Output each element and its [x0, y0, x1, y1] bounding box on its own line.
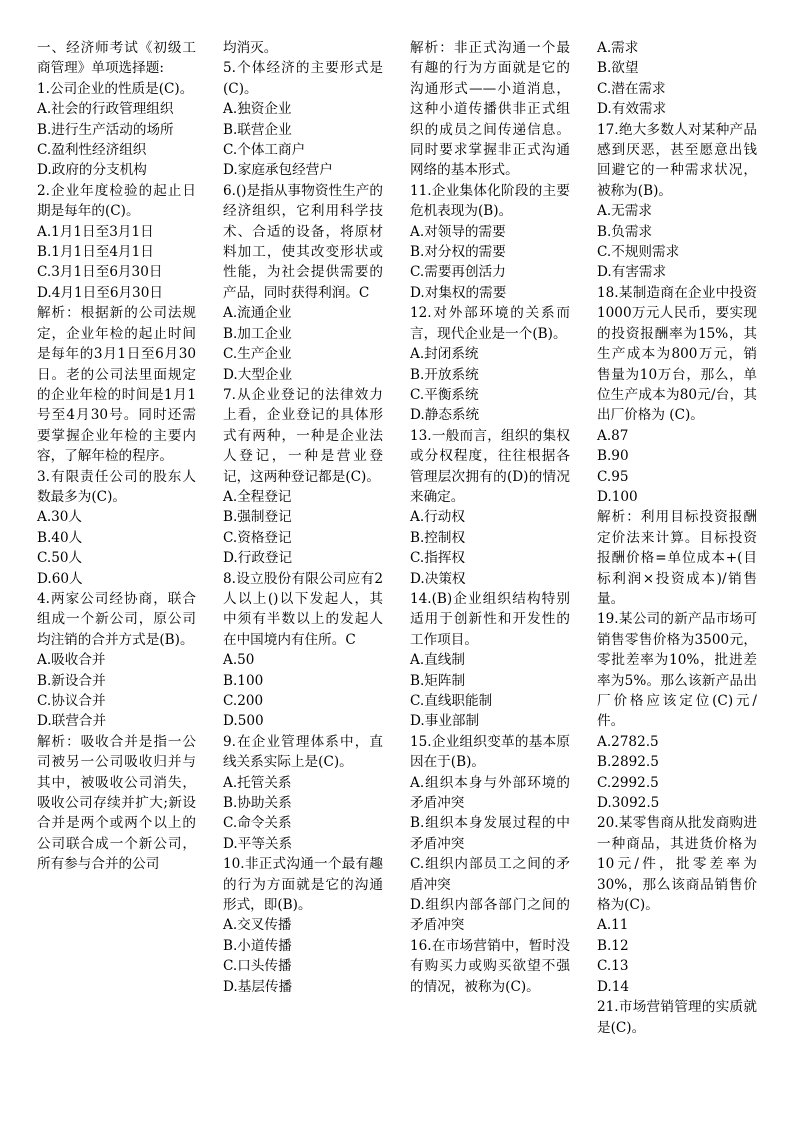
- text-line: A.2782.5: [597, 733, 659, 750]
- text-line: D.14: [597, 978, 630, 995]
- text-line: B.90: [597, 448, 629, 465]
- text-line: 解析：根据新的公司法规定，企业年检的起止时间是每年的3月1日至6月30日。老的公司法里面规定的企业年检的时间是1月1号至4月30号。同时还需要掌握企业年检的主要内容，了解年检的程序。: [37, 305, 196, 465]
- text-line: D.平等关系: [223, 835, 293, 852]
- text-line: C.潜在需求: [597, 80, 666, 97]
- text-line: 16.在市场营销中，暂时没有购买力或购买欲望不强的情况，被称为(C)。: [410, 937, 570, 995]
- text-line: A.吸收合并: [37, 652, 106, 669]
- text-line: A.社会的行政管理组织: [37, 101, 174, 118]
- text-line: 解析：吸收合并是指一公司被另一公司吸收归并与其中，被吸收公司消失，吸收公司存续并扩大;新设合并是两个或两个以上的公司联合成一个新公司，所有参与合并的公司: [37, 733, 196, 873]
- text-line: C.需要再创活力: [410, 264, 506, 281]
- text-line: C.命令关系: [223, 815, 292, 832]
- text-line: A.直线制: [410, 652, 465, 669]
- text-line: B.矩阵制: [410, 672, 466, 689]
- text-line: 1.公司企业的性质是(C)。: [37, 80, 194, 97]
- text-line: C.生产企业: [223, 346, 292, 363]
- text-line: D.60人: [37, 570, 83, 587]
- text-line: 13.一般而言，组织的集权或分权程度，往往根据各管理层次拥有的(D)的情况来确定。: [410, 427, 570, 505]
- text-line: A.托管关系: [223, 774, 292, 791]
- text-line: A.1月1日至3月1日: [37, 223, 154, 240]
- text-line: D.对集权的需要: [410, 284, 507, 301]
- text-line: 8.设立股份有限公司应有2人以上()以下发起人，其中须有半数以上的发起人在中国境内有住所。C: [223, 570, 383, 648]
- text-line: C.95: [597, 468, 629, 485]
- text-line: 解析：非正式沟通一个最有趣的行为方面就是它的沟通形式——小道消息，这种小道传播供非正式组织的成员之间传递信息。同时要求掌握非正式沟通网络的基本形式。: [410, 40, 570, 179]
- text-line: D.有害需求: [597, 264, 667, 281]
- text-line: A.交叉传播: [223, 917, 292, 934]
- text-line: D.家庭承包经营户: [223, 162, 333, 179]
- text-line: C.口头传播: [223, 958, 292, 975]
- text-line: 17.绝大多数人对某种产品感到厌恶，甚至愿意出钱回避它的一种需求状况，被称为(B)。: [597, 121, 757, 199]
- text-line: D.静态系统: [410, 407, 480, 424]
- text-line: A.11: [597, 917, 629, 934]
- text-line: D.基层传播: [223, 978, 293, 995]
- text-line: B.欲望: [597, 60, 639, 77]
- text-line: 20.某零售商从批发商购进一种商品，其进货价格为10元/件，批零差率为30%，那么该商品销售价格为(C)。: [597, 815, 757, 914]
- text-line: A.需求: [597, 40, 639, 56]
- text-line: C.个体工商户: [223, 142, 306, 159]
- text-line: 14.(B)企业组织结构特别适用于创新性和开发性的工作项目。: [410, 590, 570, 648]
- text-line: D.500: [223, 713, 264, 730]
- text-line: C.协议合并: [37, 693, 106, 709]
- text-line: 15.企业组织变革的基本原因在于(B)。: [410, 733, 570, 771]
- text-line: D.大型企业: [223, 366, 293, 383]
- text-line: B.控制权: [410, 529, 466, 546]
- text-line: B.100: [223, 672, 264, 689]
- text-line: A.组织本身与外部环境的矛盾冲突: [410, 774, 570, 812]
- text-line: 10.非正式沟通一个最有趣的行为方面就是它的沟通形式，即(B)。: [223, 856, 383, 914]
- text-line: B.加工企业: [223, 325, 292, 342]
- text-line: D.联营合并: [37, 713, 107, 730]
- text-line: 21.市场营销管理的实质就是(C)。: [597, 999, 757, 1036]
- text-column-4: [597, 38, 757, 1038]
- text-line: C.200: [223, 693, 264, 709]
- text-line: C.2992.5: [597, 774, 659, 791]
- text-line: 12.对外部环境的关系而言，现代企业是一个(B)。: [410, 305, 570, 342]
- text-line: 解析：利用目标投资报酬定价法来计算。目标投资报酬价格=单位成本+(目标利润×投资成本)/销售量。: [597, 509, 757, 607]
- text-line: 9.在企业管理体系中，直线关系实际上是(C)。: [223, 733, 383, 771]
- text-line: 5.个体经济的主要形式是(C)。: [223, 60, 383, 97]
- text-line: A.流通企业: [223, 305, 292, 322]
- text-line: 一、经济师考试《初级工商管理》单项选择题:: [37, 40, 196, 77]
- text-line: B.小道传播: [223, 937, 292, 954]
- text-line: 7.从企业登记的法律效力上看，企业登记的具体形式有两种，一种是企业法人登记，一种是营业登记，这两种登记都是(C)。: [223, 386, 383, 485]
- text-line: 6.()是指从事物资性生产的经济组织，它利用科学技术、合适的设备，将原材料加工，使其改变形状或性能，为社会提供需要的产品，同时获得利润。C: [223, 182, 383, 301]
- text-line: B.负需求: [597, 223, 653, 240]
- text-line: B.2892.5: [597, 754, 659, 771]
- text-line: D.事业部制: [410, 713, 480, 730]
- text-line: C.资格登记: [223, 529, 292, 546]
- text-line: B.协助关系: [223, 795, 292, 812]
- text-line: B.组织本身发展过程的中矛盾冲突: [410, 815, 570, 852]
- text-line: C.指挥权: [410, 550, 466, 567]
- text-line: 11.企业集体化阶段的主要危机表现为(B)。: [410, 182, 570, 220]
- text-line: B.强制登记: [223, 509, 292, 526]
- text-line: A.对领导的需要: [410, 223, 506, 240]
- text-line: 19.某公司的新产品市场可销售零售价格为3500元，零批差率为10%，批进差率为5%。那么该新产品出厂价格应该定位(C)元/件。: [597, 611, 757, 730]
- text-line: D.政府的分支机构: [37, 162, 147, 179]
- text-line: B.1月1日至4月1日: [37, 244, 154, 261]
- text-line: A.行动权: [410, 509, 465, 526]
- text-line: B.12: [597, 937, 629, 954]
- text-line: C.13: [597, 958, 629, 975]
- text-line: B.对分权的需要: [410, 244, 506, 261]
- text-line: A.全程登记: [223, 488, 292, 505]
- text-line: B.开放系统: [410, 366, 479, 383]
- text-line: 均消灭。: [223, 40, 278, 56]
- text-line: C.组织内部员工之间的矛盾冲突: [410, 856, 570, 893]
- text-line: C.不规则需求: [597, 244, 680, 261]
- text-line: D.3092.5: [597, 795, 660, 812]
- text-line: C.盈利性经济组织: [37, 142, 147, 159]
- text-line: B.40人: [37, 529, 83, 546]
- text-line: B.进行生产活动的场所: [37, 121, 174, 138]
- text-line: A.无需求: [597, 203, 652, 220]
- text-column-3: [410, 38, 570, 997]
- text-line: D.有效需求: [597, 101, 667, 118]
- text-line: C.50人: [37, 550, 83, 567]
- text-line: C.3月1日至6月30日: [37, 264, 163, 281]
- text-line: A.独资企业: [223, 101, 292, 118]
- text-line: D.决策权: [410, 570, 466, 587]
- text-line: A.50: [223, 652, 255, 669]
- text-line: B.联营企业: [223, 121, 292, 138]
- text-line: 4.两家公司经协商，联合组成一个新公司，原公司均注销的合并方式是(B)。: [37, 590, 196, 648]
- text-column-2: [223, 38, 383, 997]
- text-line: 18.某制造商在企业中投资1000万元人民币，要实现的投资报酬率为15%，其生产成本为800万元，销售量为10万台，那么，单位生产成本为80元/台，其出厂价格为 (C)。: [597, 284, 757, 424]
- text-line: D.100: [597, 488, 638, 505]
- text-line: 2.企业年度检验的起止日期是每年的(C)。: [37, 182, 196, 220]
- text-line: A.30人: [37, 509, 83, 526]
- text-line: B.新设合并: [37, 672, 106, 689]
- text-line: D.组织内部各部门之间的矛盾冲突: [410, 897, 570, 934]
- text-line: A.封闭系统: [410, 346, 479, 363]
- text-line: C.直线职能制: [410, 693, 493, 709]
- text-line: C.平衡系统: [410, 386, 479, 403]
- text-line: D.4月1日至6月30日: [37, 284, 163, 301]
- text-line: D.行政登记: [223, 550, 293, 567]
- text-line: 3.有限责任公司的股东人数最多为(C)。: [37, 468, 196, 505]
- text-column-1: [37, 38, 196, 875]
- text-line: A.87: [597, 427, 629, 444]
